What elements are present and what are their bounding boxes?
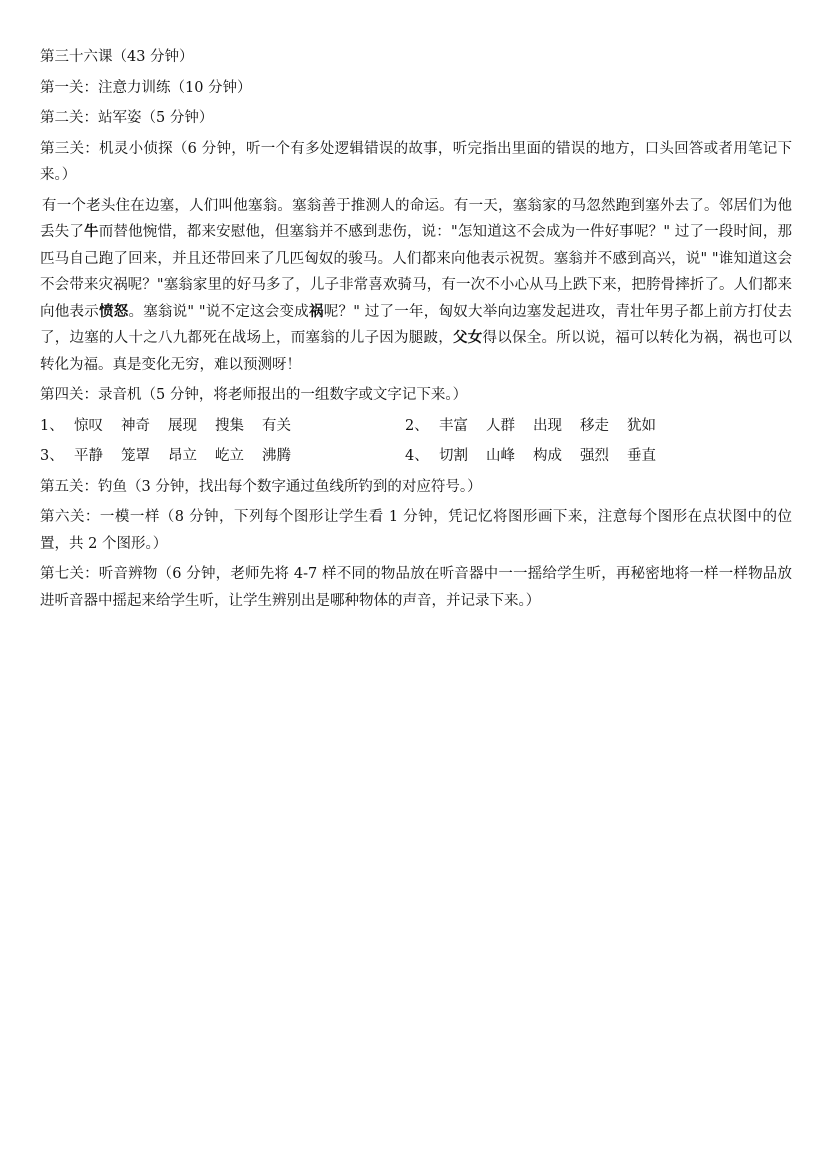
word: 昂立	[168, 448, 197, 464]
word: 展现	[168, 417, 197, 434]
story-error-word-4: 父女	[453, 330, 483, 346]
lesson-title: 第三十六课（43 分钟）	[40, 49, 194, 65]
word: 屹立	[215, 448, 244, 464]
word-row-2	[40, 443, 792, 470]
word: 垂直	[627, 448, 656, 464]
word: 构成	[533, 448, 562, 464]
story-text-2: 而替他惋惜，都来安慰他，但塞翁并不感到悲伤，说："怎知道这不会成为一件好事呢？" 过了一段时间，那匹马自己跑了回来，并且还带回来了几匹匈奴的骏马。人们都来向他表示祝贺。塞翁并不感到高兴，说" "谁知道这会不会带来灾祸呢？"塞翁家里的好马多了，儿子非常喜欢骑马，有一次不小心从马上跌下来，把胯骨摔折了。人们都来向他表示	[40, 224, 793, 320]
word: 强烈	[580, 448, 609, 464]
word-group-number: 1、	[40, 417, 64, 434]
document-page	[40, 44, 792, 618]
word-group-number: 4、	[405, 448, 429, 464]
word: 有关	[262, 417, 291, 434]
word-group-2	[405, 413, 674, 440]
level-5-fishing: 第五关：钓鱼（3 分钟，找出每个数字通过鱼线所钓到的对应符号。）	[40, 478, 482, 495]
word: 神奇	[121, 417, 150, 434]
word-group-1	[40, 413, 309, 440]
word-row-1	[40, 413, 792, 440]
word: 平静	[74, 448, 103, 464]
word-group-4	[405, 443, 674, 470]
word-group-number: 3、	[40, 448, 64, 464]
story-text-3: 。塞翁说" "说不定这会变成	[128, 303, 310, 320]
word: 人群	[486, 417, 515, 434]
story-paragraph	[40, 193, 792, 379]
story-text-1: 有一个老头住在边塞，人们叫他塞翁。塞翁善于推测人的命运。有一天，塞翁家的马忽然跑到塞外去了。邻居们为他丢失了	[40, 197, 792, 240]
word-group-3	[40, 443, 309, 470]
word: 山峰	[486, 448, 515, 464]
story-error-word-3: 祸	[309, 303, 324, 320]
word: 笼罩	[121, 448, 150, 464]
level-7-sound-identification: 第七关：听音辨物（6 分钟，老师先将 4-7 样不同的物品放在听音器中一一摇给学生听，再秘密地将一样一样物品放进听音器中摇起来给学生听，让学生辨别出是哪种物体的声音，并记录下来。）	[40, 566, 792, 609]
word-group-number: 2、	[405, 417, 429, 434]
level-3-little-detective: 第三关：机灵小侦探（6 分钟，听一个有多处逻辑错误的故事，听完指出里面的错误的地方，口头回答或者用笔记下来。）	[40, 140, 792, 183]
word: 丰富	[439, 417, 468, 434]
word: 惊叹	[74, 417, 103, 434]
word: 移走	[580, 417, 609, 434]
word: 搜集	[215, 417, 244, 434]
word: 出现	[533, 417, 562, 434]
level-1-attention-training: 第一关：注意力训练（10 分钟）	[40, 79, 252, 96]
story-error-word-2: 愤怒	[98, 303, 129, 320]
word: 切割	[439, 448, 468, 464]
word: 犹如	[627, 417, 656, 434]
story-error-word-1: 牛	[84, 224, 99, 240]
level-2-military-posture: 第二关：站军姿（5 分钟）	[40, 110, 214, 126]
level-6-identical-shapes: 第六关：一模一样（8 分钟，下列每个图形让学生看 1 分钟，凭记忆将图形画下来，注意每个图形在点状图中的位置，共 2 个图形。）	[40, 509, 792, 552]
story-text-5: 得以保全。所以说，福可以转化为祸，祸也可以转化为福。真是变化无穷，难以预测呀！	[40, 330, 792, 373]
level-4-recorder: 第四关：录音机（5 分钟，将老师报出的一组数字或文字记下来。）	[40, 387, 468, 403]
word: 沸腾	[262, 448, 291, 464]
story-text-4: 呢？" 过了一年，匈奴大举向边塞发起进攻，青壮年男子都上前方打仗去了，边塞的人十之八九都死在战场上，而塞翁的儿子因为腿跛，	[40, 303, 793, 346]
